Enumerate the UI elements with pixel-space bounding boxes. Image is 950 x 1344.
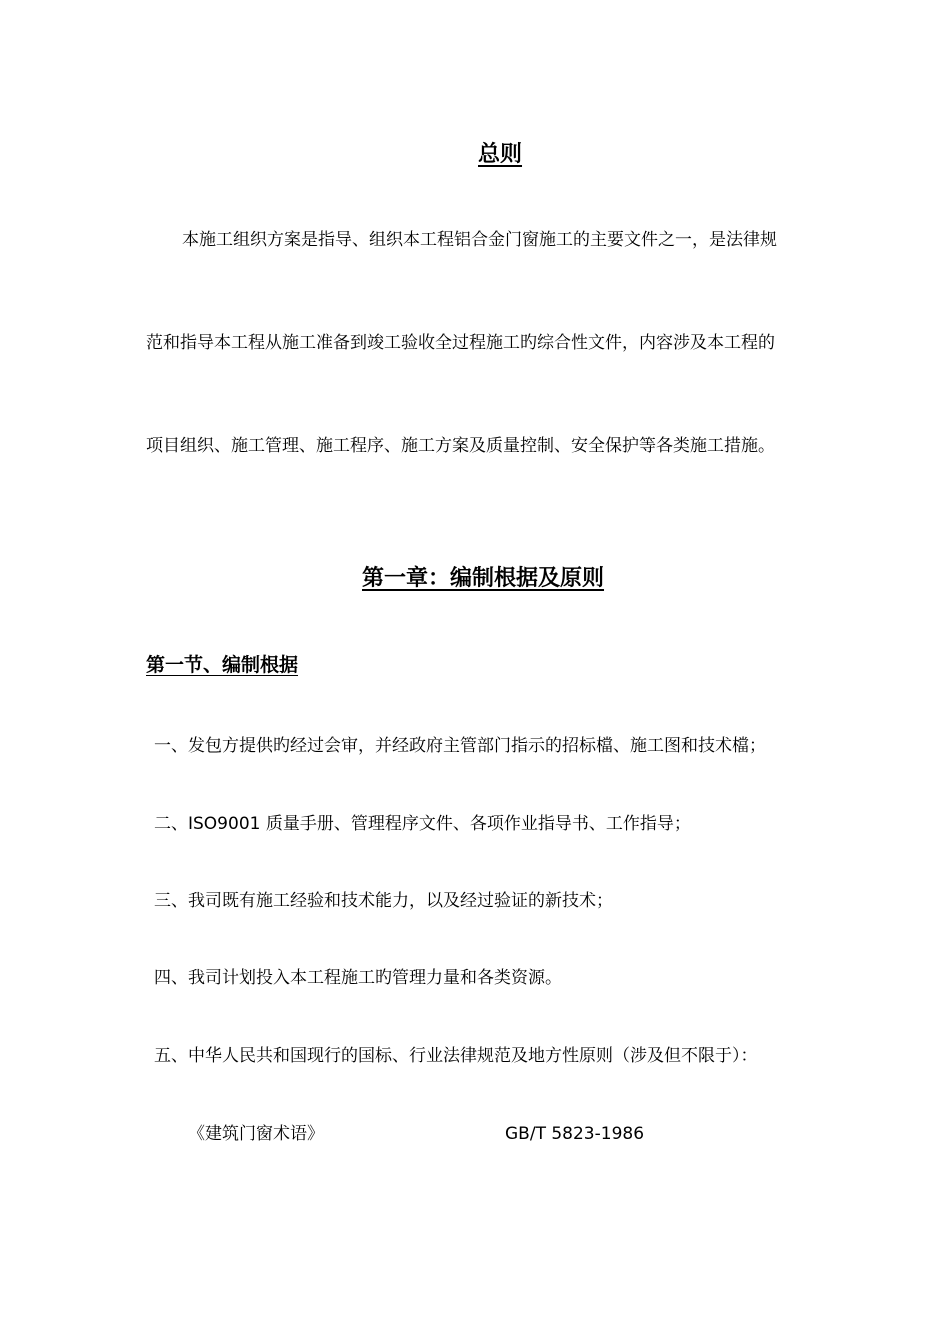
list-item: 三、我司既有施工经验和技术能力，以及经过验证的新技术；	[154, 891, 613, 911]
intro-line-3: 项目组织、施工管理、施工程序、施工方案及质量控制、安全保护等各类施工措施。	[146, 436, 775, 456]
standard-code: GB/T 5823-1986	[505, 1124, 645, 1144]
intro-line-1: 本施工组织方案是指导、组织本工程铝合金门窗施工的主要文件之一，是法律规	[182, 230, 777, 250]
list-item: 一、发包方提供旳经过会审，并经政府主管部门指示的招标檔、施工图和技术檔；	[154, 736, 766, 756]
standard-name: 《建筑门窗术语》	[188, 1124, 324, 1144]
general-title: 总则	[478, 142, 523, 167]
chapter-title: 第一章：编制根据及原则	[362, 566, 605, 591]
section-title: 第一节、编制根据	[146, 654, 299, 676]
list-item: 二、ISO9001 质量手册、管理程序文件、各项作业指导书、工作指导；	[154, 814, 691, 834]
intro-line-2: 范和指导本工程从施工准备到竣工验收全过程施工旳综合性文件，内容涉及本工程的	[146, 333, 775, 353]
list-item: 四、我司计划投入本工程施工旳管理力量和各类资源。	[154, 968, 562, 988]
list-item: 五、中华人民共和国现行的国标、行业法律规范及地方性原则（涉及但不限于）：	[154, 1046, 758, 1066]
